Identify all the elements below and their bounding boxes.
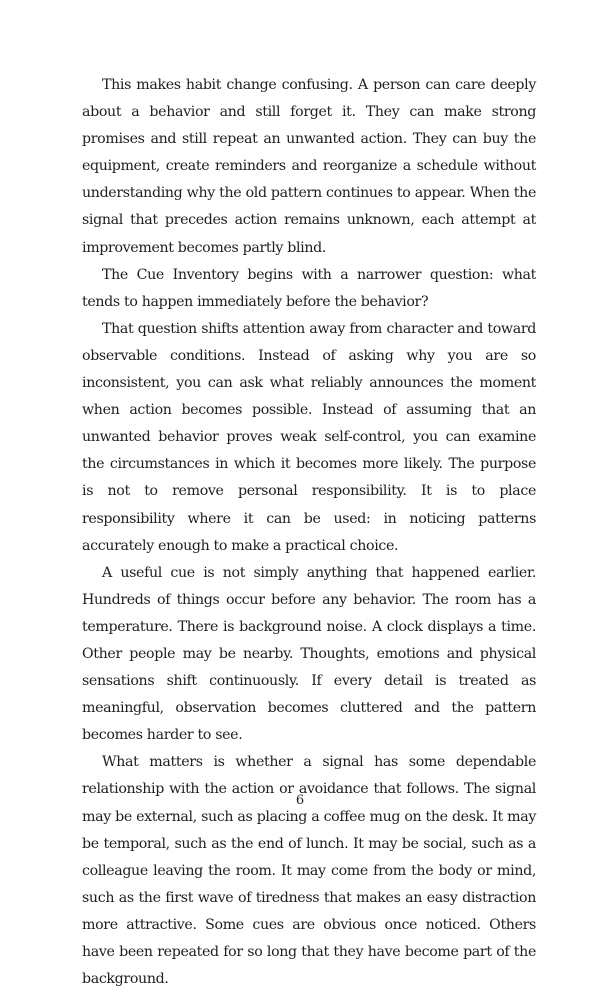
paragraph-4: A useful cue is not simply anything that happened earlier. Hundreds of things occur before any behavior. The room has a temperature. There is background noise. A clock displays a time. Other people may be nearby. Thoughts, emotions and physical sensations shift continuously. If every detail is treated as meaningful, observation becomes cluttered and the pattern becomes harder to see.: [82, 564, 536, 744]
paragraph-3: That question shifts attention away from character and toward observable conditions. Instead of asking why you are so inconsistent, you can ask what reliably announces the moment when action becomes possible. Instead of assuming that an unwanted behavior proves weak self-control, you can examine the circumstances in which it becomes more likely. The purpose is not to remove personal responsibility. It is to place responsibility where it can be used: in noticing patterns accurately enough to make a practical choice.: [82, 320, 536, 554]
paragraph-5: What matters is whether a signal has some dependable relationship with the action or avoidance that follows. The signal may be external, such as placing a coffee mug on the desk. It may be temporal, such as the end of lunch. It may be social, such as a colleague leaving the room. It may come from the body or mind, such as the first wave of tiredness that makes an easy distraction more attractive. Some cues are obvious once noticed. Others have been repeated for so long that they have become part of the background.: [82, 754, 536, 988]
paragraph-1: This makes habit change confusing. A person can care deeply about a behavior and still forget it. They can make strong promises and still repeat an unwanted action. They can buy the equipment, create reminders and reorganize a schedule without understanding why the old pattern continues to appear. When the signal that precedes action remains unknown, each attempt at improvement becomes partly blind.: [82, 77, 536, 256]
paragraph-2: The Cue Inventory begins with a narrower question: what tends to happen immediately before the behavior?: [82, 266, 536, 310]
page-number: 6: [295, 793, 305, 808]
body-text: [82, 72, 536, 993]
